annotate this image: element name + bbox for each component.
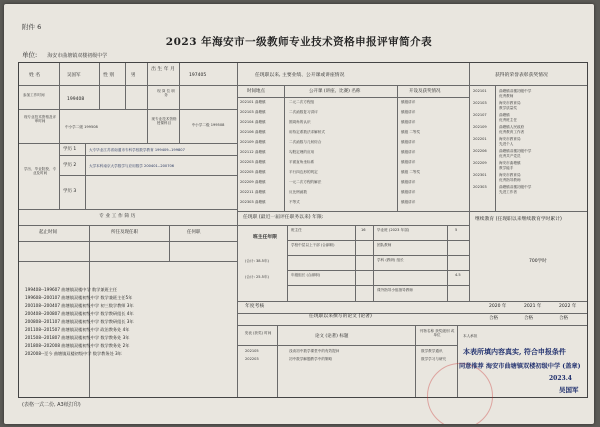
evaluation-grade-2: 合格 — [524, 316, 533, 321]
list-item: 201508--201807 曲塘镇双楼初级中学 数学教务处 3年 — [25, 335, 130, 340]
school-label: 现专业技术资格授课科目 — [151, 117, 177, 126]
document-sheet — [4, 4, 594, 424]
honor-row-org: 曲塘镇双楼初级中学 — [499, 89, 532, 93]
list-item: 200108--200407 曲塘镇双楼初级中学 初三数学教师 3年 — [25, 303, 134, 308]
teaching-row-item: 学校中层以上干部 (合副职) — [291, 243, 335, 247]
work-col-post: 所任及现任职 — [111, 230, 138, 235]
performance-row-result: 镇级讲评 — [401, 190, 416, 194]
list-item: 202008--至今 曲塘镇双楼初级中学 数学教务处 3年 — [25, 351, 122, 356]
performance-row-time: 202101 曲塘镇 — [240, 100, 266, 104]
list-item: 199608--200107 曲塘镇双楼初级中学 数学兼班主任5年 — [25, 295, 133, 300]
title-value: 中小学二级 199508 — [65, 125, 98, 129]
edu2-label: 学历 2 — [63, 163, 77, 168]
honor-row-time: 202206 — [473, 149, 487, 153]
performance-row-name: 勾股定理的应用 — [289, 150, 315, 154]
performance-row-time: 202109 曲塘镇 — [240, 140, 266, 144]
performance-row-name: 一元二次方程的解法 — [289, 180, 322, 184]
performance-col-name: 公开课 (讲座、比赛) 名称 — [309, 89, 361, 94]
honor-row-org: 曲塘镇双楼初级中学 — [499, 185, 532, 189]
teaching-main-label: 班主任年限 — [253, 235, 277, 240]
performance-row-result: 镇级 二等奖 — [401, 130, 421, 134]
signature-line-1: 本表所填内容真实, 符合申报条件 — [463, 347, 566, 356]
honor-row-award: 先进个人 — [499, 142, 514, 146]
work-col-role: 任何职 — [187, 230, 201, 235]
performance-row-time: 202112 曲塘镇 — [240, 150, 266, 154]
honor-row-award: 教学能手 — [499, 166, 514, 170]
honor-row-time: 202109 — [473, 125, 487, 129]
honor-row-award: 先进工作者 — [499, 190, 517, 194]
edu1-value: 大专毕业江苏省南通市专科学校数学教育 199409--199807 — [89, 148, 185, 152]
paper-time-2: 202203 — [245, 357, 259, 361]
annex-label: 附件 6 — [22, 23, 42, 31]
teaching-main-note: (合计: 38.5年) — [245, 259, 269, 263]
performance-row-time: 202104 曲塘镇 — [240, 120, 266, 124]
work-history-header: 专 业 工 作 简 历 — [99, 214, 136, 219]
performance-row-result: 镇级讲评 — [401, 140, 416, 144]
evaluation-year-2: 2021 年 — [524, 304, 542, 309]
performance-row-result: 镇级讲评 — [401, 180, 416, 184]
work-start-label: 参加工作时间 — [23, 93, 45, 97]
signature-date: 2023.4 — [549, 375, 572, 382]
papers-col-time: 发表 (获奖) 时间 — [244, 331, 272, 335]
evaluation-value: 700学时 — [529, 259, 547, 264]
work-start-value: 199408 — [67, 97, 85, 102]
work-col-time: 起止时间 — [39, 230, 57, 235]
teaching-row-item2: 学科 (教研) 组长 — [377, 258, 404, 262]
honors-header: 获得的荣誉表彰获奖情况 — [495, 73, 548, 78]
performance-row-time: 202106 曲塘镇 — [240, 130, 266, 134]
paper-journal-1: 数学教学通讯 — [421, 349, 443, 353]
school-value: 中小学二级 199508 — [191, 123, 225, 127]
signature-line-2: 同意推荐 海安市曲塘镇双楼初级中学 (盖章) — [459, 363, 581, 370]
performance-row-result: 镇级讲评 — [401, 160, 416, 164]
honor-row-award: 优秀班主任 — [499, 118, 517, 122]
official-seal — [427, 363, 493, 424]
honor-row-org: 海安市教育局 — [499, 137, 521, 141]
teaching-row-years2: 4.5 — [455, 273, 461, 277]
evaluation-grade-3: 合格 — [559, 316, 568, 321]
papers-col-journal: 刊物名称 获奖级别 或单位 — [419, 329, 455, 338]
evaluation-header: 继续教育 (任现职以来继续教育学时累计) — [475, 217, 562, 222]
performance-row-name: 反比例函数 — [289, 190, 307, 194]
honor-row-time: 202107 — [473, 113, 487, 117]
honor-row-org: 海安市教育局 — [499, 173, 521, 177]
teaching-row-years: 16 — [361, 228, 366, 232]
honor-row-time: 202101 — [473, 89, 487, 93]
unit-value: 海安市曲塘镇双楼初级中学 — [47, 53, 108, 59]
birth-value: 197405 — [189, 73, 207, 78]
name-value: 吴国军 — [67, 73, 81, 78]
honor-row-time: 202209 — [473, 161, 487, 165]
performance-row-time: 202203 曲塘镇 — [240, 160, 266, 164]
performance-row-name: 不等式 — [289, 200, 300, 204]
list-item: 199408--199607 曲塘镇双楼中学 数学兼班主任 — [25, 287, 118, 292]
row-divider — [287, 240, 469, 241]
honor-row-org: 曲塘镇 — [499, 113, 510, 117]
gender-value: 男 — [131, 73, 136, 78]
edu3-label: 学历 3 — [63, 189, 77, 194]
performance-row-result: 镇级讲评 — [401, 200, 416, 204]
performance-col-result: 开设及获奖情况 — [409, 89, 441, 94]
teaching-row-item: 年级组长 (合副职) — [291, 273, 321, 277]
papers-header: 任现职以来撰写的论文 (论著) — [309, 314, 372, 319]
row-divider — [287, 285, 469, 286]
birth-label: 出 生 年 月 — [151, 67, 175, 72]
honor-row-award: 优秀指导教师 — [499, 178, 521, 182]
list-item: 201108--201507 曲塘镇双楼初级中学 政治教务处 4年 — [25, 327, 130, 332]
paper-journal-2: 数学学习与研究 — [421, 357, 447, 361]
honor-row-org: 曲塘镇人民政府 — [499, 125, 525, 129]
honor-row-award: 教学质量奖 — [499, 106, 517, 110]
performance-col-time: 时间地点 — [247, 89, 265, 94]
unit-row — [22, 50, 107, 59]
performance-row-time: 202211 曲塘镇 — [240, 190, 266, 194]
honor-row-org: 海安市曲塘镇 — [499, 161, 521, 165]
papers-col-title: 论文 (论著) 标题 — [315, 334, 349, 339]
honor-row-org: 曲塘镇双楼初级中学 — [499, 149, 532, 153]
honor-row-time: 202201 — [473, 137, 487, 141]
paper-title-1: 浅谈初中数学课堂中的有效提问 — [289, 349, 340, 353]
edu2-value: 大学本科南京大学数学与应用数学 200401--200706 — [89, 164, 175, 168]
footer-note: (表格一式二份, A3纸打印) — [22, 402, 81, 408]
honor-row-org: 海安市教育局 — [499, 101, 521, 105]
edu1-label: 学历 1 — [63, 147, 77, 152]
list-item: 200408--200807 曲塘镇双楼初级中学 数学教研组长 4年 — [25, 311, 134, 316]
page-title: 2023 年海安市一级教师专业技术资格申报评审简介表 — [165, 36, 433, 48]
performance-row-name: 用待定系数法求解析式 — [289, 130, 325, 134]
honor-row-time: 202301 — [473, 173, 487, 177]
performance-row-name: 二元二次方程组 — [289, 100, 315, 104]
papers-col-role: 本人承担 — [463, 334, 478, 338]
performance-row-time: 202205 曲塘镇 — [240, 170, 266, 174]
honor-row-award: 优秀教育工作者 — [499, 130, 525, 134]
performance-row-name: 二次函数与几何综合 — [289, 140, 322, 144]
signature-name: 吴国军 — [559, 386, 579, 394]
honor-row-time: 202303 — [473, 185, 487, 189]
performance-row-time: 202303 曲塘镇 — [240, 200, 266, 204]
list-item: 201808--202008 曲塘镇双楼初级中学 数学教务处 2年 — [25, 343, 130, 348]
paper-title-2: 初中数学解题教学中的策略 — [289, 357, 333, 361]
teaching-row-years2: 5 — [455, 228, 458, 232]
edu-section-label: 学历、毕业院校、专业及时间 — [23, 167, 57, 176]
title-label: 现专业技术资格及评审时间 — [23, 115, 57, 124]
performance-row-result: 镇级讲评 — [401, 120, 416, 124]
performance-row-result: 镇级 二等奖 — [401, 170, 421, 174]
teaching-row-item: 班主任 — [291, 228, 302, 232]
performance-row-time: 202209 曲塘镇 — [240, 180, 266, 184]
honor-row-award: 优秀共产党员 — [499, 154, 521, 158]
row-divider — [287, 255, 469, 256]
performance-row-result: 镇级讲评 — [401, 100, 416, 104]
paper-time-1: 202105 — [245, 349, 259, 353]
performance-row-name: 平面直角坐标系 — [289, 160, 315, 164]
performance-row-name: 圆周角的认识 — [289, 120, 311, 124]
name-label: 姓 名 — [29, 73, 41, 78]
performance-row-result: 镇级讲评 — [401, 150, 416, 154]
unit-label: 单位: — [22, 51, 38, 59]
form-table — [18, 62, 588, 398]
evaluation-grade-1: 合格 — [489, 316, 498, 321]
teaching-header: 任现职 (最近一届评任职务以来) 年限: — [243, 215, 324, 220]
performance-row-name: 二次函数复习讲评 — [289, 110, 318, 114]
performance-row-time: 202103 曲塘镇 — [240, 110, 266, 114]
evaluation-year-3: 2022 年 — [559, 304, 577, 309]
evaluation-years-label: 年度考核 — [245, 304, 265, 309]
gender-label: 性 别 — [103, 73, 115, 78]
honor-row-award: 优秀教师 — [499, 94, 514, 98]
teaching-row-item2: 团队教师 — [377, 243, 392, 247]
honor-row-time: 202103 — [473, 101, 487, 105]
teaching-sub-note: (合计: 25.5年) — [245, 275, 269, 279]
position-label: 现 岗 位 职 务 — [157, 89, 175, 98]
teaching-row-item2: 毕业班 (2023 年届) — [377, 228, 410, 232]
performance-row-result: 镇级讲评 — [401, 110, 416, 114]
row-divider — [287, 270, 469, 271]
list-item: 200808--201107 曲塘镇双楼初级中学 数学教研组长 3年 — [25, 319, 134, 324]
teaching-row-item2: 课外指导小组指导教师 — [377, 288, 413, 292]
performance-row-name: 平行四边形的判定 — [289, 170, 318, 174]
performance-header: 任现职以来, 主要业绩、公开课或讲座情况 — [255, 73, 345, 78]
evaluation-year-1: 2020 年 — [489, 304, 507, 309]
